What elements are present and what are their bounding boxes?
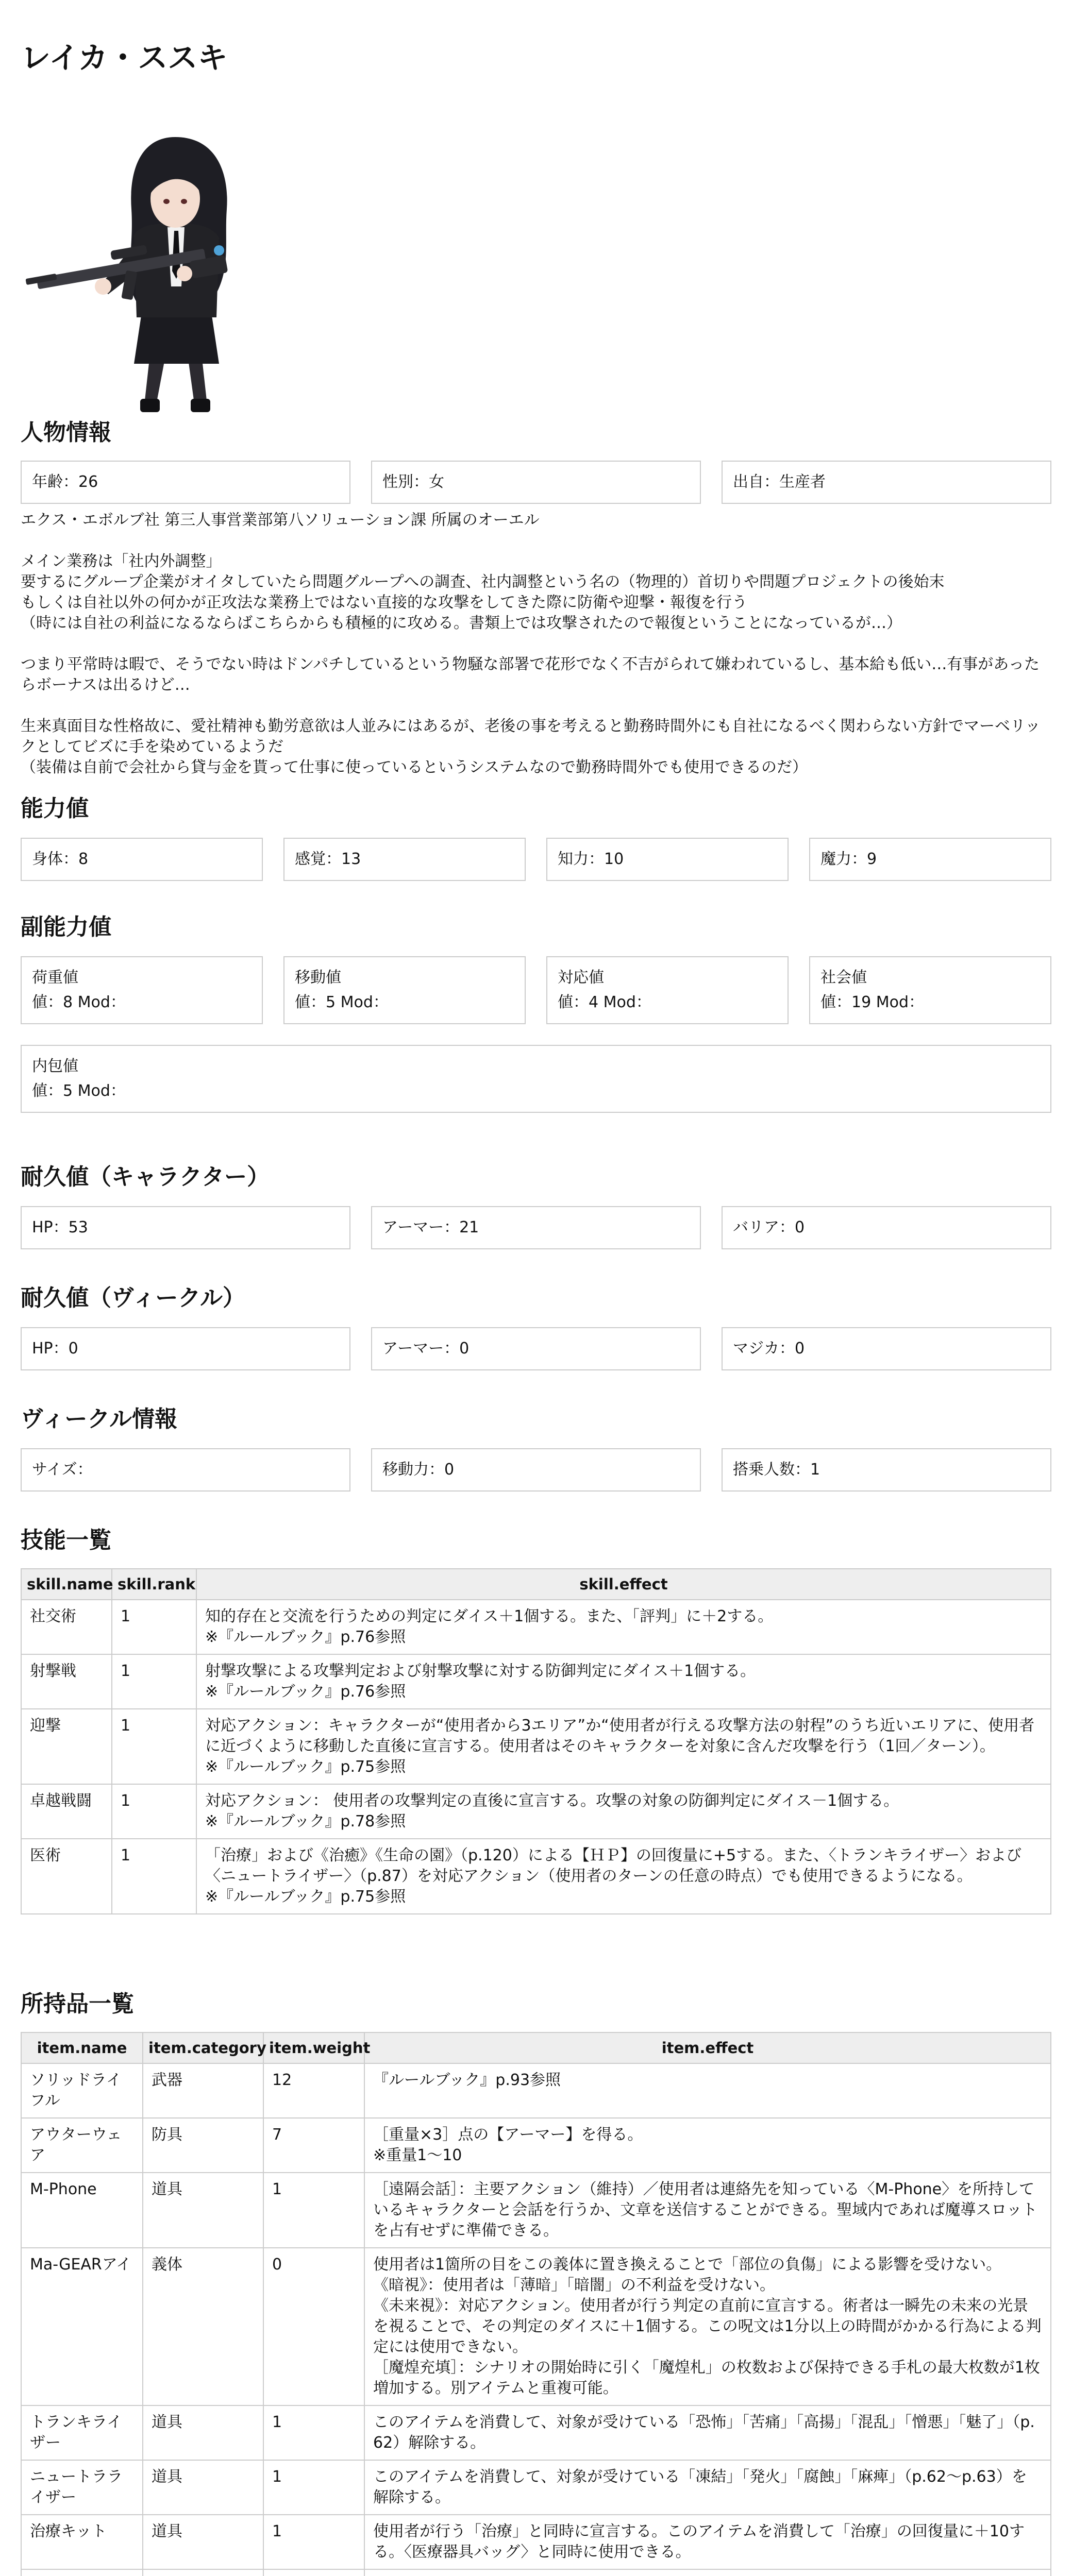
skill-name-cell: 医術 [21,1839,112,1914]
sense-stat-box: 感覚：13 [283,838,526,881]
skill-effect-cell: 対応アクション：キャラクターが“使用者から3エリア”か“使用者が行える攻撃方法の射程”のうち近いエリアに、使用者に近づくように移動した直後に宣言する。使用者はそのキャラクターを対象に含んだ攻撃を行う（1回／ターン）。 ※『ルールブック』p.75参照 [196,1709,1051,1784]
inner-value-label: 内包値 [32,1057,78,1075]
item-weight-cell: 1 [263,2405,364,2460]
character-barrier-box: バリア：0 [722,1206,1051,1249]
table-row [21,2063,1051,2118]
react-value-text: 値：4 Mod： [558,993,651,1011]
skill-rank-cell: 1 [112,1709,196,1784]
item-weight-cell: 7 [263,2118,364,2173]
vehicle-hp-box: HP：0 [21,1327,350,1370]
social-value-label: 社会値 [820,969,867,987]
durability-character-section [21,1162,1051,1249]
durability-vehicle-row [21,1327,1051,1370]
skill-effect-header: skill.effect [196,1569,1051,1600]
ability-row [21,838,1051,881]
item-effect-cell: 使用者が行う「治療」と同時に宣言する。このアイテムを消費して「治療」の回復量に＋10する。〈医療器具バッグ〉と同時に使用できる。 [364,2515,1051,2569]
skill-rank-header: skill.rank [112,1569,196,1600]
skill-effect-cell: 知的存在と交流を行うための判定にダイス＋1個する。また、「評判」に＋2する。 ※『ルールブック』p.76参照 [196,1600,1051,1654]
durability-vehicle-section [21,1283,1051,1370]
skill-effect-cell: 「治療」および《治癒》《生命の園》（p.120）による【ＨＰ】の回復量に+5する。また、〈トランキライザー〉および〈ニュートライザー〉（p.87）を対応アクション（使用者のターンの任意の時点）でも使用できるようになる。 ※『ルールブック』p.75参照 [196,1839,1051,1914]
person-info-heading: 人物情報 [21,419,111,446]
item-effect-cell [364,2569,1051,2576]
character-armor-box: アーマー：21 [371,1206,701,1249]
item-weight-cell: 1 [263,2515,364,2569]
skill-effect-cell: 射撃攻撃による攻撃判定および射撃攻撃に対する防御判定にダイス＋1個する。 ※『ルールブック』p.76参照 [196,1654,1051,1709]
item-effect-cell: このアイテムを消費して、対象が受けている「恐怖」「苦痛」「高揚」「混乱」「憎悪」「魅了」（p.62）解除する。 [364,2405,1051,2460]
vehicle-magica-box: マジカ：0 [722,1327,1051,1370]
item-name-cell: トランキライザー [21,2405,143,2460]
table-row [21,2515,1051,2569]
table-row [21,2248,1051,2405]
skill-table-header-row [21,1569,1051,1600]
skill-rank-cell: 1 [112,1654,196,1709]
table-row [21,2569,1051,2576]
person-info-row [21,461,1051,504]
gender-box: 性別：女 [371,461,701,504]
table-row [21,1784,1051,1839]
skill-name-cell: 社交術 [21,1600,112,1654]
social-value-box [809,956,1051,1024]
load-value-box [21,956,263,1024]
table-row [21,1839,1051,1914]
table-row [21,2405,1051,2460]
inner-value-text: 値：5 Mod： [32,1082,126,1100]
character-name-title: レイカ・ススキ [21,40,228,75]
skill-list-heading: 技能一覧 [21,1527,111,1553]
durability-vehicle-heading: 耐久値（ヴィークル） [21,1285,246,1311]
item-name-cell: 治療キット [21,2515,143,2569]
item-name-cell: ソリッドライフル [21,2063,143,2118]
item-category-cell: 道具 [143,2405,263,2460]
item-weight-cell: 1 [263,2173,364,2248]
sub-ability-heading: 副能力値 [21,914,111,940]
table-row [21,1600,1051,1654]
skill-list-section [21,1525,1051,1914]
move-value-label: 移動値 [295,969,341,987]
durability-character-row [21,1206,1051,1249]
item-category-cell [143,2569,263,2576]
load-value-text: 値：8 Mod： [32,993,126,1011]
table-row [21,1709,1051,1784]
skill-effect-cell: 対応アクション： 使用者の攻撃判定の直後に宣言する。攻撃の対象の防御判定にダイス－1個する。 ※『ルールブック』p.78参照 [196,1784,1051,1839]
item-weight-cell: 12 [263,2063,364,2118]
move-value-box [283,956,526,1024]
item-effect-cell: このアイテムを消費して、対象が受けている「凍結」「発火」「腐蝕」「麻痺」（p.62～p.63）を解除する。 [364,2460,1051,2515]
item-category-cell: 道具 [143,2515,263,2569]
ability-heading: 能力値 [21,795,89,822]
item-name-cell: ニュートラライザー [21,2460,143,2515]
sub-ability-row [21,956,1051,1024]
vehicle-info-section [21,1404,1051,1492]
table-row [21,2460,1051,2515]
react-value-box [546,956,789,1024]
skill-name-cell: 迎撃 [21,1709,112,1784]
skill-name-cell: 卓越戦闘 [21,1784,112,1839]
character-hp-box: HP：53 [21,1206,350,1249]
item-name-header: item.name [21,2032,143,2063]
item-category-cell: 義体 [143,2248,263,2405]
character-biography: エクス・エボルブ社 第三人事営業部第八ソリューション課 所属のオーエル メイン業務は「社内外調整」 要するにグループ企業がオイタしていたら問題グループへの調査、社内調整という名の（物理的）首切りや問題プロジェクトの後始末 もしくは自社以外の何かが正攻法な業務上ではない直接的な攻撃をしてきた際に防衛や迎撃・報復を行う （時には自社の利益になるならばこちらからも積極的に攻める。書類上では攻撃されたので報復ということになっているが…） つまり平常時は暇で、そうでない時はドンパチしているという物騒な部署で花形でなく不吉がられて嫌われているし、基本給も低い…有事があったらボーナスは出るけど… 生来真面目な性格故に、愛社精神も勤労意欲は人並みにはあるが、老後の事を考えると勤務時間外にも自社になるべく関わらない方針でマーベリックとしてビズに手を染めているようだ （装備は自前で会社から貸与金を貰って仕事に使っているというシステムなので勤務時間外でも使用できるのだ） [21,511,1041,776]
person-info-section [21,417,1051,778]
move-value-text: 値：5 Mod： [295,993,389,1011]
load-value-label: 荷重値 [32,969,78,987]
item-weight-cell: 0 [263,2248,364,2405]
vehicle-size-box: サイズ： [21,1448,350,1492]
react-value-label: 対応値 [558,969,604,987]
item-table [21,2032,1051,2576]
table-row [21,2118,1051,2173]
intellect-stat-box: 知力：10 [546,838,789,881]
item-effect-header: item.effect [364,2032,1051,2063]
item-effect-cell: 使用者は1箇所の目をこの義体に置き換えることで「部位の負傷」による影響を受けない。 《暗視》：使用者は「薄暗」「暗闇」の不利益を受けない。 《未来視》：対応アクション。使用者が行う判定の直前に宣言する。術者は一瞬先の未来の光景を視ることで、その判定のダイスに＋1個する。この呪文は1分以上の時間がかかる行為による判定には使用できない。 ［魔煌充填］：シナリオの開始時に引く「魔煌札」の枚数および保持できる手札の最大枚数が1枚増加する。別アイテムと重複可能。 [364,2248,1051,2405]
vehicle-armor-box: アーマー：0 [371,1327,701,1370]
item-effect-cell: 『ルールブック』p.93参照 [364,2063,1051,2118]
durability-character-heading: 耐久値（キャラクター） [21,1164,270,1190]
item-list-heading: 所持品一覧 [21,1991,134,2017]
skill-table [21,1568,1051,1914]
vehicle-capacity-box: 搭乗人数：1 [722,1448,1051,1492]
table-row [21,2173,1051,2248]
item-weight-header: item.weight [263,2032,364,2063]
item-list-section [21,1989,1051,2576]
item-category-header: item.category [143,2032,263,2063]
item-weight-cell: 1 [263,2460,364,2515]
item-weight-cell [263,2569,364,2576]
item-category-cell: 武器 [143,2063,263,2118]
item-category-cell: 道具 [143,2460,263,2515]
item-category-cell: 防具 [143,2118,263,2173]
item-name-cell [21,2569,143,2576]
ability-section [21,793,1051,881]
skill-rank-cell: 1 [112,1784,196,1839]
item-category-cell: 道具 [143,2173,263,2248]
vehicle-mobility-box: 移動力：0 [371,1448,701,1492]
item-name-cell: アウターウェア [21,2118,143,2173]
vehicle-info-heading: ヴィークル情報 [21,1406,178,1432]
sub-ability-row-2 [21,1045,1051,1113]
item-effect-cell: ［遠隔会話］：主要アクション（維持）／使用者は連絡先を知っている〈M-Phone〉を所持しているキャラクターと会話を行うか、文章を送信することができる。聖域内であれば魔導スロットを占有せずに準備できる。 [364,2173,1051,2248]
magic-stat-box: 魔力：9 [809,838,1051,881]
skill-name-header: skill.name [21,1569,112,1600]
item-name-cell: Ma-GEARアイ [21,2248,143,2405]
age-box: 年齢：26 [21,461,350,504]
item-name-cell: M-Phone [21,2173,143,2248]
inner-value-box [21,1045,1051,1113]
skill-name-cell: 射撃戦 [21,1654,112,1709]
social-value-text: 値：19 Mod： [820,993,924,1011]
body-stat-box: 身体：8 [21,838,263,881]
item-effect-cell: ［重量×3］点の【アーマー】を得る。 ※重量1～10 [364,2118,1051,2173]
table-row [21,1654,1051,1709]
item-table-header-row [21,2032,1051,2063]
skill-rank-cell: 1 [112,1839,196,1914]
vehicle-info-row [21,1448,1051,1492]
character-portrait-illustration [21,116,320,415]
origin-box: 出自：生産者 [722,461,1051,504]
sub-ability-section [21,912,1051,1113]
skill-rank-cell: 1 [112,1600,196,1654]
